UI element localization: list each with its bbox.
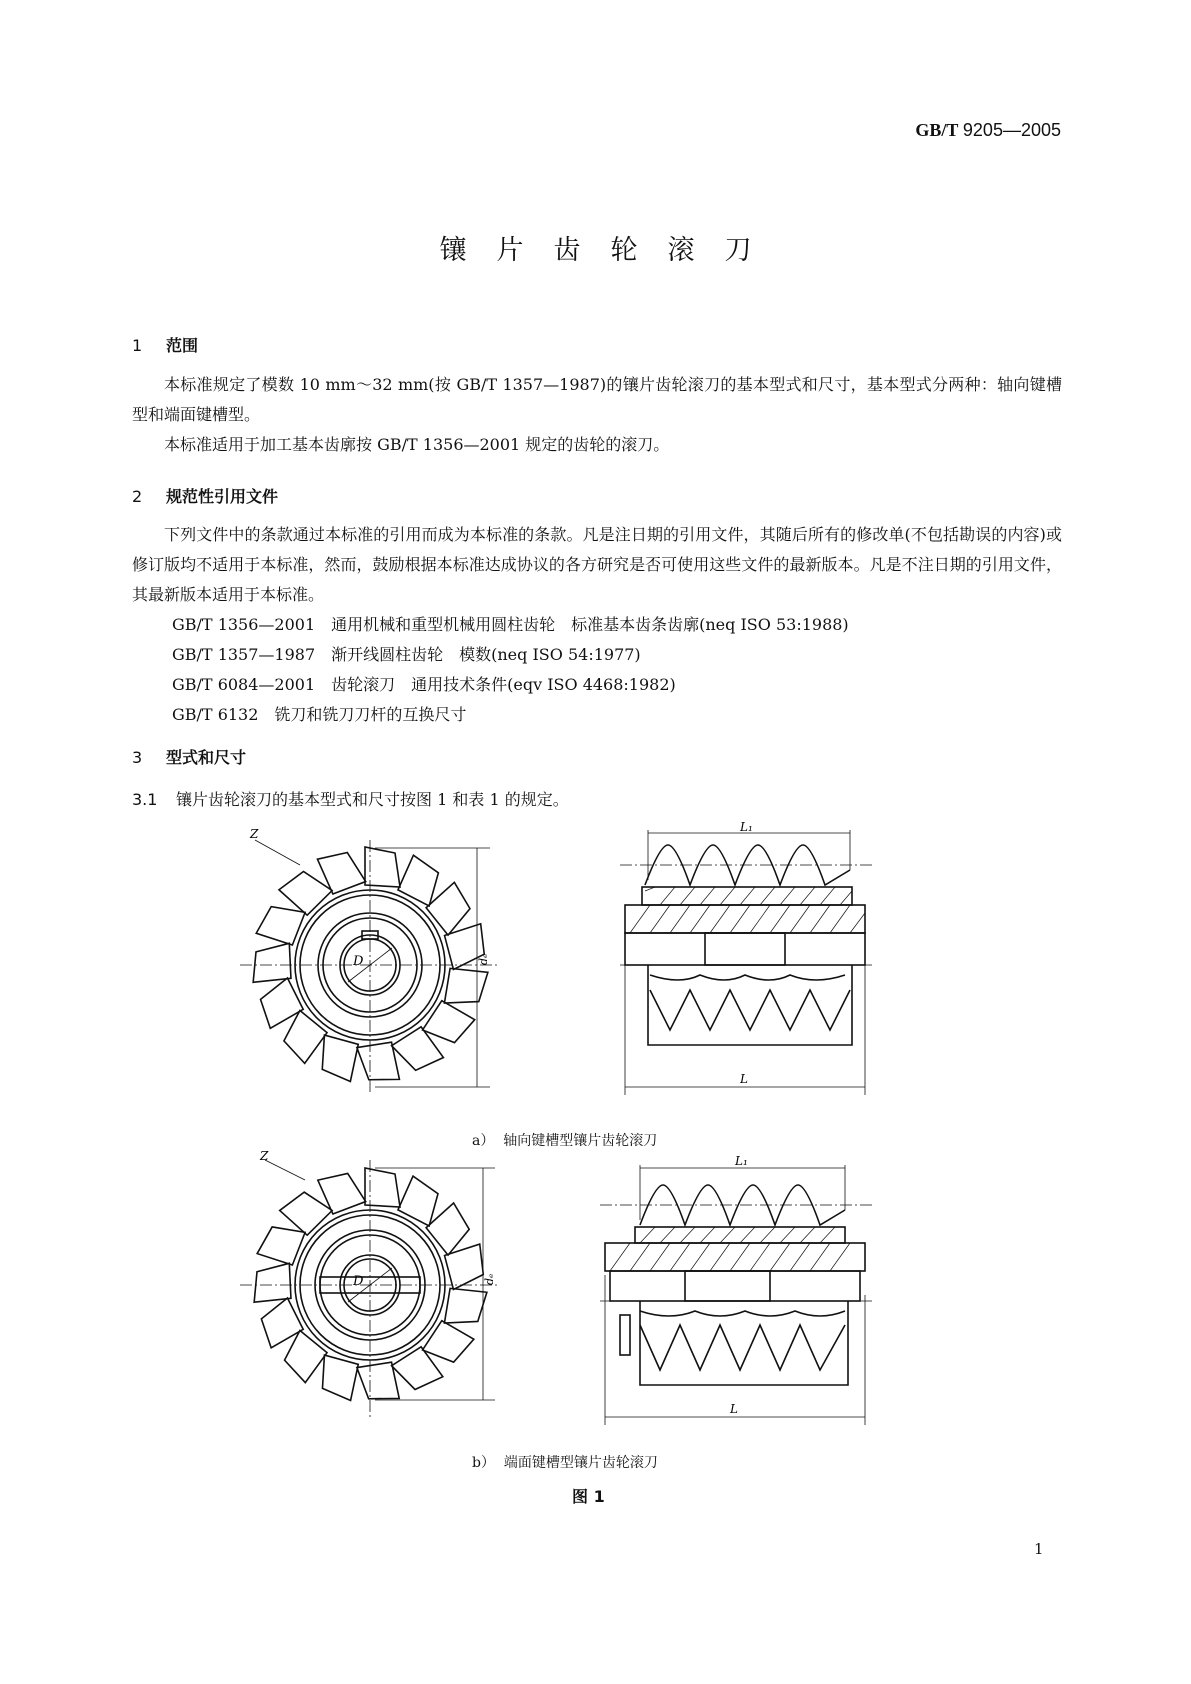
standard-number bbox=[915, 120, 1061, 141]
hob-front-view-b bbox=[225, 1149, 525, 1450]
caption-prefix: b） bbox=[472, 1455, 495, 1471]
label-d: D bbox=[353, 1274, 364, 1289]
hob-front-view-a bbox=[225, 825, 525, 1115]
section-1-paragraph-1: 本标准规定了模数 10 mm～32 mm(按 GB/T 1357—1987)的镶片齿轮滚刀的基本型式和尺寸，基本型式分两种：轴向键槽型和端面键槽型。 bbox=[132, 375, 1062, 424]
label-z: Z bbox=[260, 1149, 269, 1163]
section-number: 1 bbox=[132, 336, 143, 355]
reference-item: GB/T 6132 铣刀和铣刀刀杆的互换尺寸 bbox=[172, 705, 467, 724]
label-l: L bbox=[730, 1402, 738, 1416]
section-3-heading bbox=[132, 745, 246, 768]
hob-side-view-b bbox=[600, 1154, 880, 1455]
figure-a-caption bbox=[472, 1130, 657, 1150]
standard-prefix: GB/T bbox=[915, 120, 959, 140]
section-1-heading bbox=[132, 333, 198, 356]
caption-text: 轴向键槽型镶片齿轮滚刀 bbox=[503, 1133, 658, 1149]
reference-item: GB/T 1356—2001 通用机械和重型机械用圆柱齿轮 标准基本齿条齿廓(neq ISO 53:1988) bbox=[172, 615, 849, 634]
section-1-paragraph-2: 本标准适用于加工基本齿廓按 GB/T 1356—2001 规定的齿轮的滚刀。 bbox=[164, 435, 670, 454]
section-2-heading bbox=[132, 484, 278, 507]
label-de: dₑ bbox=[483, 1273, 496, 1285]
section-title: 型式和尺寸 bbox=[166, 748, 247, 767]
label-z: Z bbox=[250, 827, 259, 841]
subsection-number: 3.1 bbox=[132, 790, 158, 809]
label-de: dₑ bbox=[477, 953, 490, 965]
section-number: 3 bbox=[132, 748, 143, 767]
section-title: 规范性引用文件 bbox=[166, 487, 279, 506]
page-number: 1 bbox=[1034, 1540, 1044, 1558]
section-2-paragraph-1: 下列文件中的条款通过本标准的引用而成为本标准的条款。凡是注日期的引用文件，其随后所有的修改单(不包括勘误的内容)或修订版均不适用于本标准，然而，鼓励根据本标准达成协议的各方研究是否可使用这些文件的最新版本。凡是不注日期的引用文件，其最新版本适用于本标准。 bbox=[132, 525, 1062, 604]
label-l1: L₁ bbox=[735, 1154, 748, 1168]
figure-label: 图 1 bbox=[572, 1487, 605, 1506]
label-l: L bbox=[740, 1072, 748, 1086]
hob-side-view-a bbox=[620, 820, 880, 1125]
subsection-3-1 bbox=[132, 785, 1062, 815]
section-title: 范围 bbox=[166, 336, 199, 355]
caption-text: 端面键槽型镶片齿轮滚刀 bbox=[503, 1455, 658, 1471]
label-d: D bbox=[353, 954, 364, 969]
caption-prefix: a） bbox=[472, 1133, 495, 1149]
section-number: 2 bbox=[132, 487, 143, 506]
subsection-text: 镶片齿轮滚刀的基本型式和尺寸按图 1 和表 1 的规定。 bbox=[176, 790, 569, 809]
standard-code: 9205—2005 bbox=[962, 120, 1061, 140]
label-l1: L₁ bbox=[740, 820, 753, 834]
figure-b-caption bbox=[472, 1452, 658, 1472]
reference-item: GB/T 6084—2001 齿轮滚刀 通用技术条件(eqv ISO 4468:1982) bbox=[172, 675, 676, 694]
document-title: 镶片齿轮滚刀 bbox=[439, 235, 782, 266]
reference-item: GB/T 1357—1987 渐开线圆柱齿轮 模数(neq ISO 54:1977) bbox=[172, 645, 641, 664]
